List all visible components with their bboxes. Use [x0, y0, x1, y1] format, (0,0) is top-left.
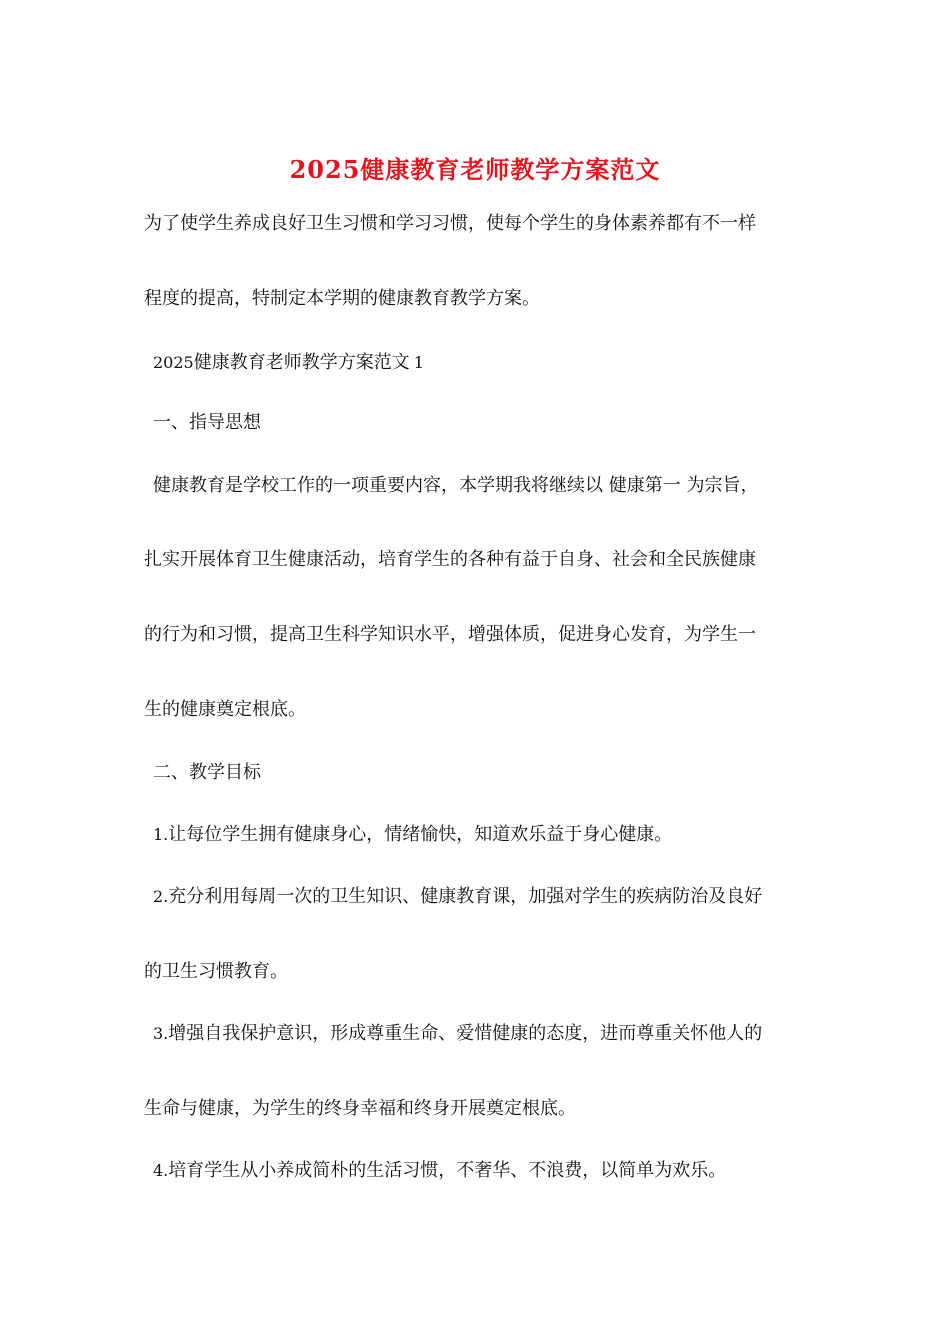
goal-item-2-number: 2.: [153, 887, 169, 906]
heading-teaching-goals: 二、教学目标: [153, 762, 261, 783]
para1-line-3: 的行为和习惯，提高卫生科学知识水平，增强体质，促进身心发育，为学生一: [144, 624, 756, 645]
goal-item-4-text: 培育学生从小养成简朴的生活习惯，不奢华、不浪费，以简单为欢乐。: [168, 1160, 727, 1181]
goal-item-2-line-2: 的卫生习惯教育。: [144, 961, 288, 982]
section-title-text: 健康教育老师教学方案范文: [193, 352, 410, 373]
goal-item-1-number: 1.: [153, 825, 169, 844]
goal-item-3-text: 增强自我保护意识，形成尊重生命、爱惜健康的态度，进而尊重关怀他人的: [168, 1023, 763, 1044]
goal-item-3: [153, 1022, 762, 1046]
section-title: [153, 351, 424, 375]
section-title-suffix: 1: [413, 353, 424, 372]
intro-line-2: 程度的提高，特制定本学期的健康教育教学方案。: [144, 288, 540, 309]
goal-item-2: [153, 885, 762, 909]
para1-line-1: 健康教育是学校工作的一项重要内容，本学期我将继续以 健康第一 为宗旨，: [153, 475, 759, 496]
goal-item-2-text: 充分利用每周一次的卫生知识、健康教育课，加强对学生的疾病防治及良好: [168, 886, 763, 907]
goal-item-4: [153, 1159, 726, 1183]
section-title-number: 2025: [153, 353, 194, 372]
goal-item-3-number: 3.: [153, 1024, 169, 1043]
goal-item-3-line-2: 生命与健康，为学生的终身幸福和终身开展奠定根底。: [144, 1098, 576, 1119]
para1-line-4: 生的健康奠定根底。: [144, 699, 306, 720]
heading-guiding-thought: 一、指导思想: [153, 412, 261, 433]
goal-item-1-text: 让每位学生拥有健康身心，情绪愉快，知道欢乐益于身心健康。: [168, 824, 673, 845]
intro-line-1: 为了使学生养成良好卫生习惯和学习习惯，使每个学生的身体素养都有不一样: [144, 213, 756, 234]
document-title: 2025健康教育老师教学方案范文: [289, 155, 661, 184]
goal-item-1: [153, 823, 672, 847]
para1-line-2: 扎实开展体育卫生健康活动，培育学生的各种有益于自身、社会和全民族健康: [144, 549, 756, 570]
goal-item-4-number: 4.: [153, 1161, 169, 1180]
